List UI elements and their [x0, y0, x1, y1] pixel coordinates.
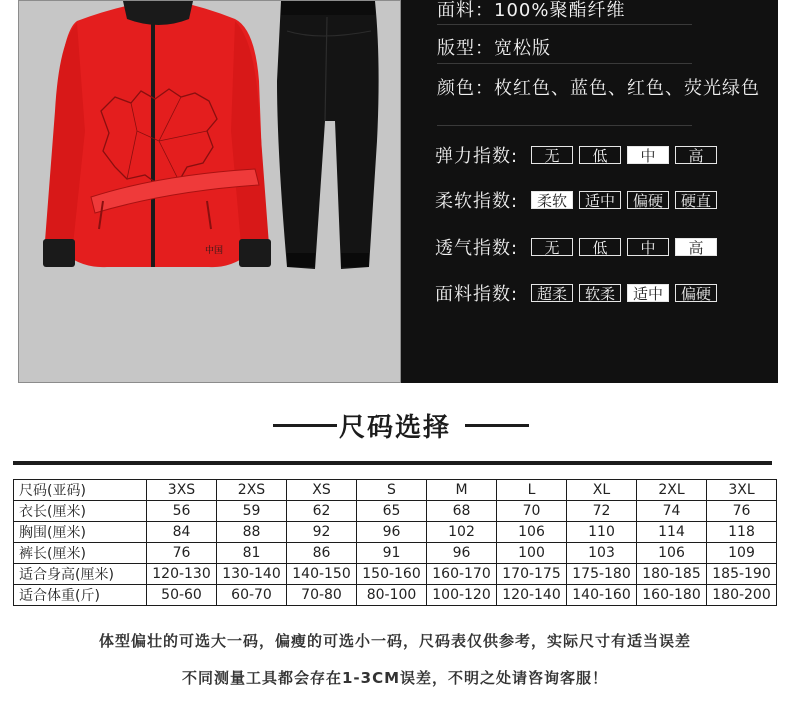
spec-material: 面料：100%聚酯纤维	[437, 0, 626, 21]
tracksuit-illustration	[19, 1, 401, 383]
table-cell: 3XS	[147, 480, 217, 501]
table-cell: 70-80	[287, 585, 357, 606]
table-row	[14, 501, 777, 522]
table-row	[14, 522, 777, 543]
table-cell: 120-140	[497, 585, 567, 606]
section-title: 尺码选择	[338, 413, 451, 443]
table-cell: L	[497, 480, 567, 501]
index-option-selected[interactable]: 柔软	[531, 191, 573, 209]
table-row-label: 适合身高(厘米)	[14, 564, 147, 585]
index-option-selected[interactable]: 高	[675, 238, 717, 256]
table-row-label: 裤长(厘米)	[14, 543, 147, 564]
index-option[interactable]: 软柔	[579, 284, 621, 302]
index-row-fabric	[435, 281, 723, 305]
index-option[interactable]: 适中	[579, 191, 621, 209]
index-row-breathability	[435, 235, 723, 259]
table-row-label: 胸围(厘米)	[14, 522, 147, 543]
table-cell: 74	[637, 501, 707, 522]
spec-fit: 版型：宽松版	[437, 38, 551, 59]
size-note-2: 不同测量工具都会存在1-3CM误差，不明之处请咨询客服！	[181, 669, 609, 687]
table-cell: 114	[637, 522, 707, 543]
product-photo	[18, 0, 401, 383]
table-cell: 106	[497, 522, 567, 543]
index-label: 弹力指数:	[435, 146, 519, 167]
table-cell: 140-150	[287, 564, 357, 585]
table-cell: 120-130	[147, 564, 217, 585]
table-cell: 180-200	[707, 585, 777, 606]
divider	[437, 63, 692, 64]
size-table	[13, 479, 777, 606]
spec-panel	[401, 0, 778, 383]
spec-colors: 颜色：枚红色、蓝色、红色、荧光绿色	[437, 78, 760, 99]
table-cell: 56	[147, 501, 217, 522]
jacket-right-cuff	[239, 239, 271, 267]
table-cell: 88	[217, 522, 287, 543]
divider	[437, 24, 692, 25]
table-cell: 84	[147, 522, 217, 543]
table-cell: 130-140	[217, 564, 287, 585]
table-cell: 100	[497, 543, 567, 564]
table-cell: 180-185	[637, 564, 707, 585]
table-cell: 110	[567, 522, 637, 543]
table-cell: 3XL	[707, 480, 777, 501]
table-cell: XS	[287, 480, 357, 501]
index-option[interactable]: 中	[627, 238, 669, 256]
index-option[interactable]: 偏硬	[627, 191, 669, 209]
table-cell: 68	[427, 501, 497, 522]
table-row-label: 衣长(厘米)	[14, 501, 147, 522]
table-cell: 96	[357, 522, 427, 543]
table-cell: 92	[287, 522, 357, 543]
index-option[interactable]: 高	[675, 146, 717, 164]
index-row-elasticity	[435, 143, 723, 167]
table-cell: 160-170	[427, 564, 497, 585]
size-section-heading	[0, 405, 790, 445]
table-cell: 185-190	[707, 564, 777, 585]
table-cell: 100-120	[427, 585, 497, 606]
table-cell: 140-160	[567, 585, 637, 606]
table-cell: 80-100	[357, 585, 427, 606]
heading-rule-right	[465, 424, 529, 427]
table-row-label: 适合体重(斤)	[14, 585, 147, 606]
table-cell: 160-180	[637, 585, 707, 606]
index-option[interactable]: 低	[579, 146, 621, 164]
table-cell: 76	[707, 501, 777, 522]
jacket-left-cuff	[43, 239, 75, 267]
index-option[interactable]: 超柔	[531, 284, 573, 302]
index-row-softness	[435, 188, 723, 212]
table-cell: 50-60	[147, 585, 217, 606]
index-label: 透气指数:	[435, 238, 519, 259]
index-option[interactable]: 无	[531, 238, 573, 256]
table-row	[14, 564, 777, 585]
table-cell: S	[357, 480, 427, 501]
size-note-1: 体型偏壮的可选大一码，偏瘦的可选小一码，尺码表仅供参考，实际尺寸有适当误差	[98, 632, 691, 650]
index-label: 面料指数:	[435, 284, 519, 305]
table-cell: 102	[427, 522, 497, 543]
table-cell: 59	[217, 501, 287, 522]
table-cell: XL	[567, 480, 637, 501]
index-option-selected[interactable]: 适中	[627, 284, 669, 302]
table-cell: 72	[567, 501, 637, 522]
table-cell: 76	[147, 543, 217, 564]
index-option[interactable]: 低	[579, 238, 621, 256]
table-row-label: 尺码(亚码)	[14, 480, 147, 501]
table-cell: 62	[287, 501, 357, 522]
table-cell: 106	[637, 543, 707, 564]
index-option[interactable]: 硬直	[675, 191, 717, 209]
table-cell: M	[427, 480, 497, 501]
table-cell: 91	[357, 543, 427, 564]
pants	[277, 1, 379, 269]
table-cell: 170-175	[497, 564, 567, 585]
section-divider	[13, 461, 772, 465]
index-option[interactable]: 无	[531, 146, 573, 164]
divider	[437, 125, 692, 126]
table-cell: 96	[427, 543, 497, 564]
table-cell: 86	[287, 543, 357, 564]
index-option-selected[interactable]: 中	[627, 146, 669, 164]
table-cell: 65	[357, 501, 427, 522]
table-cell: 118	[707, 522, 777, 543]
jacket-print: 中国	[205, 246, 224, 256]
table-row	[14, 543, 777, 564]
table-cell: 60-70	[217, 585, 287, 606]
table-row	[14, 585, 777, 606]
table-cell: 70	[497, 501, 567, 522]
table-cell: 2XL	[637, 480, 707, 501]
table-cell: 103	[567, 543, 637, 564]
table-cell: 150-160	[357, 564, 427, 585]
index-label: 柔软指数:	[435, 191, 519, 212]
table-cell: 109	[707, 543, 777, 564]
table-cell: 81	[217, 543, 287, 564]
index-option[interactable]: 偏硬	[675, 284, 717, 302]
table-cell: 175-180	[567, 564, 637, 585]
table-header-row	[14, 480, 777, 501]
table-cell: 2XS	[217, 480, 287, 501]
jacket-zipper	[151, 1, 155, 267]
